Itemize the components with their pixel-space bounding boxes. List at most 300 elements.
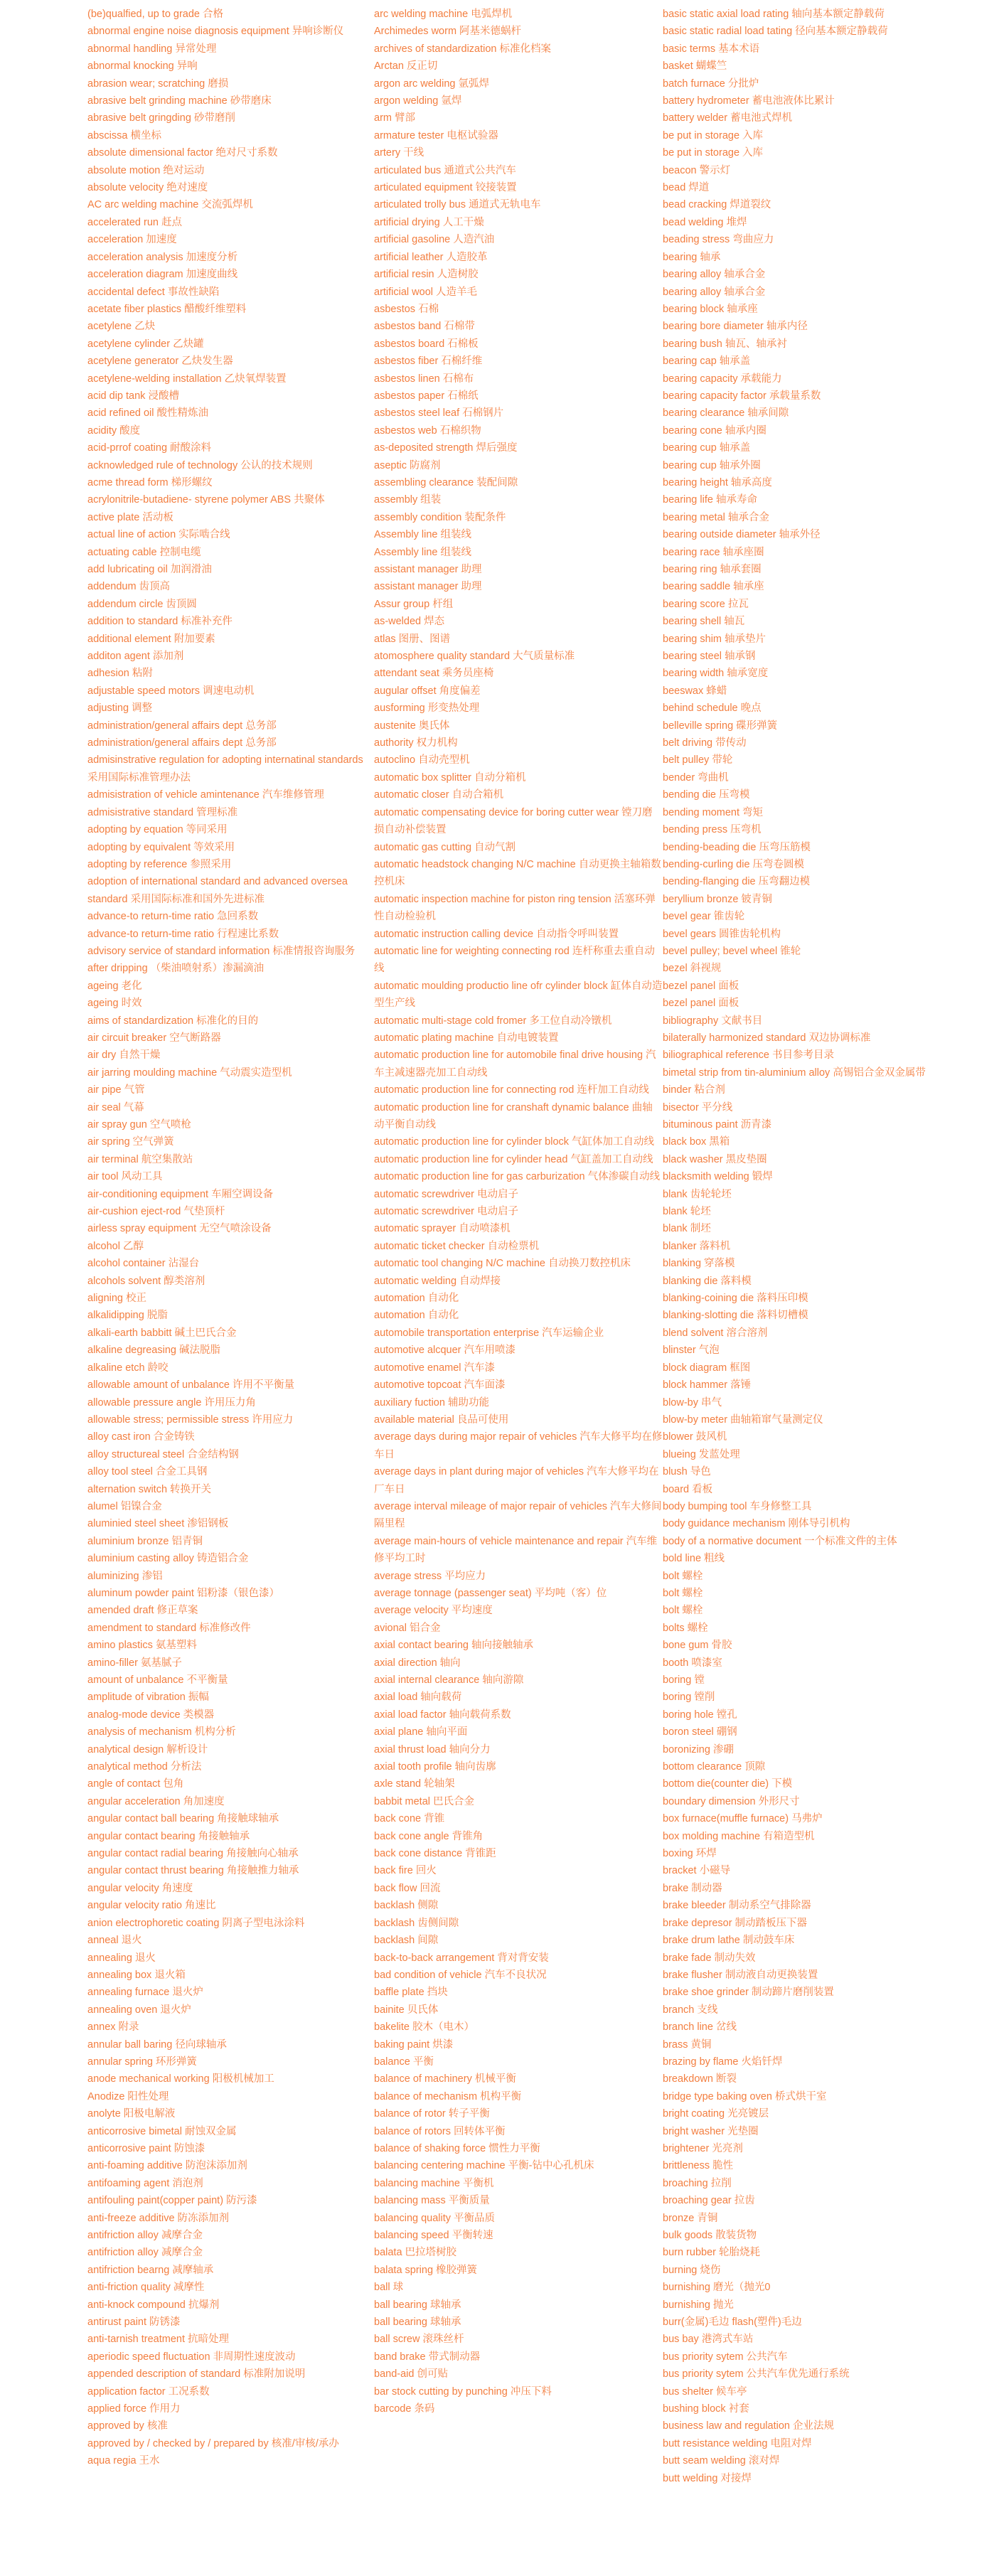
term-entry: bearing width 轴承宽度 [663, 668, 769, 680]
term-entry: belt driving 带传动 [663, 737, 747, 749]
term-entry: bearing metal 轴承合金 [663, 511, 769, 523]
term-entry: acetylene 乙炔 [87, 321, 156, 333]
term-entry: auxiliary fuction 辅助功能 [374, 1396, 489, 1409]
term-entry: aperiodic speed fluctuation 非周期性速度波动 [87, 2351, 296, 2363]
term-entry: additon agent 添加剂 [87, 651, 184, 663]
term-entry: belleville spring 碟形弹簧 [663, 720, 778, 732]
term-entry: automatic production line for cylinder head 气缸盖加工自动线 [374, 1153, 653, 1165]
term-entry: balancing machine 平衡机 [374, 2177, 494, 2189]
term-entry: amino-filler 氨基腻子 [87, 1657, 182, 1669]
term-entry: blanking-slotting die 落料切槽模 [663, 1310, 808, 1322]
term-entry: brake drum lathe 制动鼓车床 [663, 1935, 795, 1947]
term-entry: antifouling paint(copper paint) 防污漆 [87, 2195, 257, 2207]
term-entry: allowable stress; permissible stress 许用应力 [87, 1413, 294, 1426]
term-entry: bearing cap 轴承盖 [663, 356, 751, 368]
term-entry: automatic compensating device for boring cutter wear 镗刀磨损自动补偿装置 [374, 806, 653, 836]
term-entry: block hammer 落锤 [663, 1379, 752, 1391]
term-entry: allowable amount of unbalance 许用不平衡量 [87, 1379, 294, 1391]
term-entry: acid refined oil 酸性精炼油 [87, 407, 209, 419]
term-entry: bottom clearance 顶隙 [663, 1761, 766, 1773]
term-entry: blacksmith welding 锻焊 [663, 1171, 773, 1183]
term-entry: aluminum powder paint 铝粉漆（银色漆） [87, 1587, 279, 1599]
term-entry: blanker 落料机 [663, 1240, 731, 1252]
term-entry: basic terms 基本术语 [663, 43, 760, 55]
term-entry: asbestos 石棉 [374, 303, 439, 315]
term-entry: acceleration 加速度 [87, 234, 177, 246]
term-entry: bead cracking 焊道裂纹 [663, 199, 771, 211]
term-entry: automatic inspection machine for piston ring tension 活塞环弹性自动检验机 [374, 893, 656, 923]
term-entry: anti-knock compound 抗爆剂 [87, 2299, 220, 2311]
term-entry: angular acceleration 角加速度 [87, 1795, 225, 1807]
term-entry: average tonnage (passenger seat) 平均吨（客）位 [374, 1587, 607, 1599]
term-entry: Arctan 反正切 [374, 60, 438, 73]
term-entry: assembly condition 装配条件 [374, 511, 506, 523]
term-entry: ageing 老化 [87, 980, 142, 992]
term-entry: bilaterally harmonized standard 双边协调标准 [663, 1032, 871, 1044]
term-entry: asbestos steel leaf 石棉钢片 [374, 407, 504, 419]
term-entry: bearing bore diameter 轴承内径 [663, 321, 808, 333]
term-entry: Assembly line 组装线 [374, 529, 471, 541]
term-entry: blinster 气泡 [663, 1345, 720, 1357]
term-entry: automatic moulding productio line ofr cylinder block 缸体自动造型生产线 [374, 980, 663, 1010]
term-entry: automatic ticket checker 自动检票机 [374, 1240, 540, 1252]
term-entry: breakdown 断裂 [663, 2073, 737, 2085]
term-entry: approved by / checked by / prepared by 核准/审核/承办 [87, 2437, 339, 2449]
term-entry: average stress 平均应力 [374, 1570, 486, 1582]
term-entry: backlash 齿侧间隙 [374, 1917, 459, 1929]
term-entry: anolyte 阳极电解液 [87, 2108, 176, 2120]
term-entry: brake shoe grinder 制动蹄片磨削装置 [663, 1987, 834, 1999]
term-entry: aqua regia 王水 [87, 2455, 160, 2467]
term-entry: bakelite 胶木（电木） [374, 2021, 475, 2033]
term-entry: abrasion wear; scratching 磨损 [87, 78, 229, 90]
term-entry: administration/general affairs dept 总务部 [87, 737, 277, 749]
term-entry: addendum 齿顶高 [87, 581, 171, 593]
term-entry: air dry 自然干燥 [87, 1049, 161, 1062]
term-entry: annular ball baring 径向球轴承 [87, 2038, 227, 2051]
term-entry: bearing score 拉瓦 [663, 598, 749, 610]
term-entry: back-to-back arrangement 背对背安装 [374, 1952, 549, 1964]
term-entry: automatic welding 自动焊接 [374, 1275, 501, 1287]
term-entry: asbestos paper 石棉纸 [374, 390, 479, 402]
term-entry: bolt 螺栓 [663, 1570, 703, 1582]
term-entry: bearing clearance 轴承间隙 [663, 407, 789, 419]
term-entry: Archimedes worm 阿基米德蜗杆 [374, 26, 522, 38]
term-entry: bright washer 光垫圈 [663, 2125, 759, 2137]
term-entry: baking paint 烘漆 [374, 2038, 454, 2051]
term-entry: bearing shell 轴瓦 [663, 616, 745, 628]
term-entry: assistant manager 助理 [374, 581, 482, 593]
term-entry: autoclino 自动壳型机 [374, 754, 470, 766]
term-entry: bolts 螺栓 [663, 1622, 708, 1634]
term-entry: bearing outside diameter 轴承外径 [663, 529, 821, 541]
term-entry: balancing mass 平衡质量 [374, 2195, 490, 2207]
term-entry: annex 附录 [87, 2021, 139, 2033]
term-entry: bulk goods 散装货物 [663, 2230, 757, 2241]
term-entry: ball 球 [374, 2282, 404, 2294]
term-entry: Assur group 杆组 [374, 598, 454, 610]
term-entry: automation 自动化 [374, 1310, 459, 1322]
term-entry: as-deposited strength 焊后强度 [374, 442, 518, 454]
term-entry: bottom die(counter die) 下模 [663, 1778, 793, 1790]
term-entry: arc welding machine 电弧焊机 [374, 9, 513, 20]
term-entry: back flow 回流 [374, 1882, 441, 1894]
term-entry: acetylene cylinder 乙炔罐 [87, 338, 204, 350]
term-entry: butt resistance welding 电阻对焊 [663, 2437, 812, 2449]
term-entry: bainite 贝氏体 [374, 2004, 439, 2016]
term-entry: bending-beading die 压弯压筋模 [663, 841, 811, 853]
term-entry: burnishing 抛光 [663, 2299, 734, 2311]
term-entry: business law and regulation 企业法规 [663, 2420, 834, 2432]
term-entry: bearing ring 轴承套圈 [663, 564, 762, 575]
term-entry: broaching gear 拉齿 [663, 2195, 755, 2207]
term-entry: automotive topcoat 汽车面漆 [374, 1379, 506, 1391]
term-entry: allowable pressure angle 许用压力角 [87, 1396, 256, 1409]
term-entry: band-aid 创可贴 [374, 2368, 448, 2380]
term-entry: bending moment 弯矩 [663, 806, 764, 818]
term-entry: absolute velocity 绝对速度 [87, 182, 208, 194]
term-entry: brake bleeder 制动系空气排除器 [663, 1900, 811, 1912]
term-entry: blanking 穿落模 [663, 1258, 735, 1270]
term-entry: box molding machine 有箱造型机 [663, 1830, 815, 1842]
term-entry: Assembly line 组装线 [374, 546, 471, 558]
term-entry: amendment to standard 标准修改件 [87, 1622, 251, 1634]
term-entry: abnormal knocking 异响 [87, 60, 198, 73]
term-entry: adopting by equation 等同采用 [87, 824, 228, 836]
term-entry: aluminied steel sheet 渗铝钢板 [87, 1518, 229, 1530]
term-entry: administration/general affairs dept 总务部 [87, 720, 277, 732]
term-entry: back cone angle 背锥角 [374, 1830, 484, 1842]
term-entry: brittleness 脆性 [663, 2160, 734, 2172]
term-entry: angle of contact 包角 [87, 1778, 184, 1790]
term-entry: austenite 奥氏体 [374, 720, 450, 732]
term-entry: automatic screwdriver 电动启子 [374, 1206, 519, 1218]
term-entry: brake fade 制动失效 [663, 1952, 756, 1964]
term-entry: balancing centering machine 平衡-钻中心孔机床 [374, 2160, 594, 2172]
term-entry: bolt 螺栓 [663, 1605, 703, 1617]
term-entry: butt seam welding 滚对焊 [663, 2455, 780, 2467]
term-entry: blower 鼓风机 [663, 1431, 727, 1443]
term-entry: boxing 环焊 [663, 1848, 717, 1860]
term-entry: accidental defect 事故性缺陷 [87, 286, 220, 298]
term-entry: alcohols solvent 醇类溶剂 [87, 1275, 205, 1287]
term-entry: bezel 斜视规 [663, 963, 722, 975]
term-entry: adopting by reference 参照采用 [87, 858, 232, 870]
term-entry: bone gum 骨胶 [663, 1640, 732, 1652]
term-entry: bus bay 港湾式车站 [663, 2334, 754, 2346]
term-entry: addition to standard 标准补充件 [87, 616, 233, 628]
term-entry: brake depresor 制动踏板压下器 [663, 1917, 808, 1929]
term-entry: ball bearing 球轴承 [374, 2299, 461, 2311]
term-entry: annealing box 退火箱 [87, 1969, 186, 1981]
term-entry: axial direction 轴向 [374, 1657, 461, 1669]
term-entry: angular contact thrust bearing 角接触推力轴承 [87, 1865, 299, 1877]
term-entry: advance-to return-time ratio 行程速比系数 [87, 928, 279, 940]
term-entry: baffle plate 挡块 [374, 1987, 448, 1999]
term-entry: bus shelter 候车亭 [663, 2385, 747, 2398]
term-entry: air seal 气幕 [87, 1101, 144, 1113]
term-entry: alloy cast iron 合金铸铁 [87, 1431, 195, 1443]
term-entry: bead 焊道 [663, 182, 710, 194]
term-entry: actual line of action 实际啮合线 [87, 529, 230, 541]
term-entry: anion electrophoretic coating 阴离子型电泳涂料 [87, 1917, 305, 1929]
term-entry: asbestos board 石棉板 [374, 338, 479, 350]
term-entry: bold line 粗线 [663, 1553, 725, 1565]
term-entry: aims of standardization 标准化的目的 [87, 1015, 259, 1027]
term-entry: average main-hours of vehicle maintenance and repair 汽车维修平均工时 [374, 1535, 658, 1565]
term-entry: attendant seat 乘务员座椅 [374, 668, 494, 680]
term-entry: blow-by meter 曲轴箱窜气量测定仪 [663, 1413, 823, 1426]
term-entry: brake 制动器 [663, 1882, 722, 1894]
term-entry: absolute dimensional factor 绝对尺寸系数 [87, 147, 278, 159]
term-entry: behind schedule 晚点 [663, 702, 762, 715]
term-entry: actuating cable 控制电缆 [87, 546, 201, 558]
term-entry: automatic instruction calling device 自动指令呼叫装置 [374, 928, 619, 940]
term-entry: atlas 图册、图谱 [374, 633, 451, 645]
term-entry: basic static axial load rating 轴向基本额定静载荷 [663, 9, 885, 20]
term-entry: bearing 轴承 [663, 251, 721, 263]
term-entry: authority 权力机构 [374, 737, 458, 749]
term-entry: branch line 岔线 [663, 2021, 737, 2033]
term-entry: absolute motion 绝对运动 [87, 164, 205, 176]
term-entry: air terminal 航空集散站 [87, 1153, 193, 1165]
term-entry: boronizing 渗硼 [663, 1743, 734, 1755]
term-entry: bending-flanging die 压弯翻边模 [663, 876, 811, 888]
term-entry: as-welded 焊态 [374, 616, 445, 628]
term-entry: blank 制坯 [663, 1223, 711, 1235]
term-entry: accelerated run 赶点 [87, 216, 182, 228]
term-entry: atomosphere quality standard 大气质量标准 [374, 651, 575, 663]
term-entry: bead welding 堆焊 [663, 216, 747, 228]
term-entry: bearing capacity factor 承载量系数 [663, 390, 821, 402]
term-entry: air jarring moulding machine 气动震实造型机 [87, 1067, 292, 1079]
term-entry: automatic closer 自动合箱机 [374, 789, 504, 801]
term-entry: body of a normative document 一个标准文件的主体 [663, 1535, 897, 1547]
term-entry: average interval mileage of major repair of vehicles 汽车大修间隔里程 [374, 1500, 662, 1530]
term-entry: axial tooth profile 轴向齿廓 [374, 1761, 496, 1773]
term-entry: add lubricating oil 加润滑油 [87, 564, 212, 575]
term-entry: adjustable speed motors 调速电动机 [87, 685, 255, 697]
term-entry: battery hydrometer 蓄电池液体比累计 [663, 95, 835, 107]
term-entry: bearing capacity 承载能力 [663, 373, 782, 385]
term-entry: analytical method 分析法 [87, 1761, 202, 1773]
term-entry: branch 支线 [663, 2004, 718, 2016]
term-entry: balata spring 橡胶弹簧 [374, 2264, 478, 2276]
term-entry: basic static radial load tating 径向基本额定静载荷 [663, 26, 888, 38]
term-entry: bolt 螺栓 [663, 1587, 703, 1599]
term-entry: bituminous paint 沥青漆 [663, 1119, 772, 1131]
term-entry: balance of shaking force 惯性力平衡 [374, 2142, 540, 2154]
term-entry: bus priority sytem 公共汽车 [663, 2351, 788, 2363]
term-entry: bright coating 光亮镀层 [663, 2108, 769, 2120]
term-entry: adjusting 调整 [87, 702, 153, 715]
term-entry: boring 镗 [663, 1674, 705, 1686]
glossary-column-b [374, 6, 663, 2417]
term-entry: bezel panel 面板 [663, 998, 739, 1010]
term-entry: blanking-coining die 落料压印模 [663, 1293, 808, 1305]
term-entry: automobile transportation enterprise 汽车运输企业 [374, 1327, 604, 1339]
term-entry: back cone 背锥 [374, 1813, 445, 1825]
term-entry: appended description of standard 标准附加说明 [87, 2368, 306, 2380]
term-entry: angular velocity ratio 角速比 [87, 1900, 216, 1912]
term-entry: air-cushion eject-rod 气垫顶杆 [87, 1206, 225, 1218]
term-entry: beryllium bronze 铍青铜 [663, 893, 772, 905]
term-entry: automatic multi-stage cold fromer 多工位自动冷镦机 [374, 1015, 612, 1027]
term-entry: amplitude of vibration 振幅 [87, 1691, 209, 1704]
term-entry: air circuit breaker 空气断路器 [87, 1032, 221, 1044]
term-entry: beeswax 蜂蜡 [663, 685, 727, 697]
term-entry: bearing cone 轴承内圈 [663, 424, 766, 437]
term-entry: artificial wool 人造羊毛 [374, 286, 478, 298]
term-entry: balance of mechanism 机构平衡 [374, 2090, 522, 2102]
term-entry: ausforming 形变热处理 [374, 702, 480, 715]
term-entry: back cone distance 背锥距 [374, 1848, 496, 1860]
term-entry: application factor 工况系数 [87, 2385, 210, 2398]
term-entry: asbestos linen 石棉布 [374, 373, 474, 385]
term-entry: adoption of international standard and advanced oversea standard 采用国际标准和国外先进标准 [87, 876, 348, 905]
term-entry: brazing by flame 火焰钎焊 [663, 2056, 783, 2068]
term-entry: anti-freeze additive 防冻添加剂 [87, 2212, 230, 2224]
term-entry: annular spring 环形弹簧 [87, 2056, 197, 2068]
term-entry: barcode 条码 [374, 2403, 435, 2415]
term-entry: abnormal engine noise diagnosis equipment 异响诊断仪 [87, 26, 344, 38]
term-entry: anticorrosive bimetal 耐蚀双金属 [87, 2125, 237, 2137]
term-entry: bushing block 衬套 [663, 2403, 749, 2415]
term-entry: bearing cup 轴承外圈 [663, 459, 761, 471]
term-entry: articulated equipment 铰接装置 [374, 182, 517, 194]
term-entry: antifriction alloy 减摩合金 [87, 2230, 203, 2241]
term-entry: balance of rotor 转子平衡 [374, 2108, 490, 2120]
term-entry: argon welding 氩焊 [374, 95, 462, 107]
term-entry: bisector 平分线 [663, 1101, 733, 1113]
term-entry: axial contact bearing 轴向接触轴承 [374, 1640, 534, 1652]
term-entry: (be)qualfied, up to grade 合格 [87, 9, 224, 20]
term-entry: bezel panel 面板 [663, 980, 739, 992]
term-entry: ball bearing 球轴承 [374, 2316, 461, 2329]
term-entry: approved by 核准 [87, 2420, 168, 2432]
term-entry: asbestos band 石棉带 [374, 321, 475, 333]
term-entry: automatic gas cutting 自动气割 [374, 841, 516, 853]
term-entry: anti-tarnish treatment 抗暗处理 [87, 2334, 230, 2346]
term-entry: annealing 退火 [87, 1952, 156, 1964]
term-entry: bus priority sytem 公共汽车优先通行系统 [663, 2368, 850, 2380]
term-entry: band brake 带式制动器 [374, 2351, 481, 2363]
term-entry: binder 粘合剂 [663, 1084, 725, 1096]
term-entry: alcohol container 沾湿台 [87, 1258, 200, 1270]
term-entry: bending die 压弯模 [663, 789, 750, 801]
term-entry: aligning 校正 [87, 1293, 147, 1305]
term-entry: automatic production line for gas carburization 气体渗碳自动线 [374, 1171, 661, 1183]
term-entry: bearing alloy 轴承合金 [663, 286, 766, 298]
term-entry: addendum circle 齿顶圆 [87, 598, 197, 610]
term-entry: bearing race 轴承座圈 [663, 546, 764, 558]
term-entry: automatic production line for cranshaft dynamic balance 曲轴动平衡自动线 [374, 1101, 653, 1131]
term-entry: abrasive belt gringding 砂带磨削 [87, 112, 235, 124]
term-entry: adopting by equivalent 等效采用 [87, 841, 235, 853]
term-entry: acknowledged rule of technology 公认的技术规则 [87, 459, 313, 471]
term-entry: burning 烧伤 [663, 2264, 721, 2276]
term-entry: acetylene generator 乙炔发生器 [87, 356, 233, 368]
term-entry: advance-to return-time ratio 急回系数 [87, 911, 259, 923]
term-entry: admisinstrative regulation for adopting internatinal standards 采用国际标准管理办法 [87, 754, 363, 784]
term-entry: alkali-earth babbitt 碱土巴氏合金 [87, 1327, 237, 1339]
term-entry: bevel gears 圆锥齿轮机构 [663, 928, 781, 940]
term-entry: alcohol 乙醇 [87, 1240, 144, 1252]
term-entry: anticorrosive paint 防蚀漆 [87, 2142, 205, 2154]
term-entry: advisory service of standard information 标准情报咨询服务 [87, 945, 356, 957]
term-entry: antifriction bearng 减摩轴承 [87, 2264, 214, 2276]
term-entry: blow-by 串气 [663, 1396, 722, 1409]
term-entry: automatic sprayer 自动喷漆机 [374, 1223, 511, 1235]
term-entry: acrylonitrile-butadiene- styrene polymer ABS 共聚体 [87, 494, 325, 506]
term-entry: boring 镗削 [663, 1691, 715, 1704]
term-entry: articulated bus 通道式公共汽车 [374, 164, 516, 176]
term-entry: bibliography 文献书目 [663, 1015, 763, 1027]
term-entry: applied force 作用力 [87, 2403, 181, 2415]
term-entry: alumel 铝镍合金 [87, 1500, 162, 1512]
term-entry: bevel gear 锥齿轮 [663, 911, 745, 923]
term-entry: babbit metal 巴氏合金 [374, 1795, 475, 1807]
term-entry: asbestos web 石棉织物 [374, 424, 481, 437]
term-entry: beading stress 弯曲应力 [663, 234, 774, 246]
term-entry: aseptic 防腐剂 [374, 459, 441, 471]
term-entry: alkalidipping 脱脂 [87, 1310, 168, 1322]
term-entry: angular contact ball bearing 角接触球轴承 [87, 1813, 279, 1825]
term-entry: automatic production line for connecting rod 连杆加工自动线 [374, 1084, 649, 1096]
term-entry: black box 黑箱 [663, 1136, 730, 1148]
term-entry: Anodize 阳性处理 [87, 2090, 169, 2102]
term-entry: average velocity 平均速度 [374, 1605, 493, 1617]
term-entry: bearing shim 轴承垫片 [663, 633, 766, 645]
term-entry: adhesion 粘附 [87, 668, 153, 680]
term-entry: bearing life 轴承寿命 [663, 494, 757, 506]
term-entry: antifoaming agent 消泡剂 [87, 2177, 203, 2189]
term-entry: belt pulley 带轮 [663, 754, 733, 766]
term-entry: brightener 光亮剂 [663, 2142, 743, 2154]
term-entry: bevel pulley; bevel wheel 锥轮 [663, 945, 801, 957]
term-entry: automotive alcquer 汽车用喷漆 [374, 1345, 516, 1357]
term-entry: bimetal strip from tin-aluminium alloy 高锡铝合金双金属带 [663, 1067, 926, 1079]
term-entry: basket 蝴蝶竺 [663, 60, 727, 73]
term-entry: abscissa 横坐标 [87, 129, 161, 141]
term-entry: automatic production line for automobile final drive housing 汽车主减速器壳加工自动线 [374, 1049, 656, 1079]
term-entry: artificial gasoline 人造汽油 [374, 234, 495, 246]
term-entry: axial load factor 轴向载荷系数 [374, 1709, 511, 1721]
term-entry: asbestos fiber 石棉纤维 [374, 356, 483, 368]
term-entry: acceleration diagram 加速度曲线 [87, 269, 238, 281]
term-entry: bearing block 轴承座 [663, 303, 758, 315]
term-entry: broaching 拉削 [663, 2177, 732, 2189]
term-entry: bracket 小磁导 [663, 1865, 731, 1877]
term-entry: alternation switch 转换开关 [87, 1483, 212, 1495]
term-entry: axle stand 轮轴架 [374, 1778, 455, 1790]
term-entry: acid dip tank 浸酸槽 [87, 390, 179, 402]
term-entry: burn rubber 轮胎烧耗 [663, 2247, 760, 2259]
term-entry: butt welding 对接焊 [663, 2472, 752, 2484]
term-entry: air-conditioning equipment 车厢空调设备 [87, 1188, 274, 1200]
term-entry: antifriction alloy 减摩合金 [87, 2247, 203, 2259]
term-entry: bearing cup 轴承盖 [663, 442, 751, 454]
term-entry: bender 弯曲机 [663, 771, 729, 784]
term-entry: bearing alloy 轴承合金 [663, 269, 766, 281]
term-entry: angular velocity 角速度 [87, 1882, 193, 1894]
term-entry: block diagram 框图 [663, 1362, 751, 1374]
term-entry: blush 导色 [663, 1466, 711, 1478]
term-entry: articulated trolly bus 通道式无轨电车 [374, 199, 541, 211]
term-entry: box furnace(muffle furnace) 马弗炉 [663, 1813, 823, 1825]
term-entry: automatic headstock changing N/C machine 自动更换主轴箱数控机床 [374, 858, 661, 888]
term-entry: automotive enamel 汽车漆 [374, 1362, 496, 1374]
